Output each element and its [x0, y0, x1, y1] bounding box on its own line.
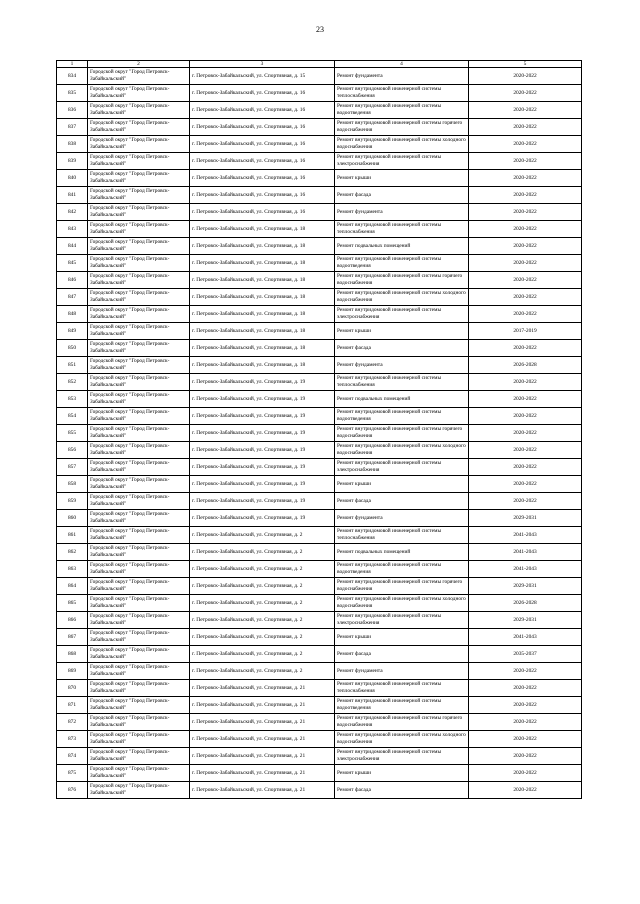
municipality-cell: Городской округ "Город Петровск-Забайкальский" — [88, 680, 190, 697]
work-type-cell: Ремонт внутридомовой инженерной системы горячего водоснабжения — [335, 119, 469, 136]
period-cell: 2020-2022 — [469, 391, 582, 408]
municipality-cell: Городской округ "Город Петровск-Забайкальский" — [88, 442, 190, 459]
address-cell: г. Петровск-Забайкальский, ул. Спортивная, д. 21 — [190, 680, 335, 697]
period-cell: 2020-2022 — [469, 289, 582, 306]
address-cell: г. Петровск-Забайкальский, ул. Спортивная, д. 15 — [190, 68, 335, 85]
work-type-cell: Ремонт внутридомовой инженерной системы электроснабжения — [335, 612, 469, 629]
address-cell: г. Петровск-Забайкальский, ул. Спортивная, д. 19 — [190, 374, 335, 391]
municipality-cell: Городской округ "Город Петровск-Забайкальский" — [88, 629, 190, 646]
work-type-cell: Ремонт внутридомовой инженерной системы водоотведения — [335, 102, 469, 119]
row-number-cell: 864 — [57, 578, 88, 595]
table-row — [57, 306, 582, 323]
municipality-cell: Городской округ "Город Петровск-Забайкальский" — [88, 272, 190, 289]
work-type-cell: Ремонт внутридомовой инженерной системы теплоснабжения — [335, 680, 469, 697]
period-cell: 2020-2022 — [469, 476, 582, 493]
period-cell: 2041-2043 — [469, 561, 582, 578]
period-cell: 2020-2022 — [469, 748, 582, 765]
municipality-cell: Городской округ "Город Петровск-Забайкальский" — [88, 425, 190, 442]
work-type-cell: Ремонт крыши — [335, 765, 469, 782]
table-row — [57, 646, 582, 663]
address-cell: г. Петровск-Забайкальский, ул. Спортивная, д. 2 — [190, 561, 335, 578]
work-type-cell: Ремонт внутридомовой инженерной системы электроснабжения — [335, 153, 469, 170]
address-cell: г. Петровск-Забайкальский, ул. Спортивная, д. 21 — [190, 714, 335, 731]
table-row — [57, 595, 582, 612]
row-number-cell: 854 — [57, 408, 88, 425]
municipality-cell: Городской округ "Город Петровск-Забайкальский" — [88, 357, 190, 374]
period-cell: 2017-2019 — [469, 323, 582, 340]
table-row — [57, 476, 582, 493]
address-cell: г. Петровск-Забайкальский, ул. Спортивная, д. 2 — [190, 578, 335, 595]
period-cell: 2020-2022 — [469, 782, 582, 799]
period-cell: 2020-2022 — [469, 85, 582, 102]
row-number-cell: 876 — [57, 782, 88, 799]
row-number-cell: 835 — [57, 85, 88, 102]
table-row — [57, 170, 582, 187]
period-cell: 2020-2022 — [469, 238, 582, 255]
row-number-cell: 872 — [57, 714, 88, 731]
table-row — [57, 680, 582, 697]
period-cell: 2020-2022 — [469, 136, 582, 153]
row-number-cell: 843 — [57, 221, 88, 238]
period-cell: 2020-2022 — [469, 697, 582, 714]
table-row — [57, 323, 582, 340]
period-cell: 2035-2037 — [469, 646, 582, 663]
municipality-cell: Городской округ "Город Петровск-Забайкальский" — [88, 561, 190, 578]
column-header-1: 1 — [57, 61, 88, 68]
period-cell: 2020-2022 — [469, 442, 582, 459]
work-type-cell: Ремонт крыши — [335, 629, 469, 646]
work-type-cell: Ремонт крыши — [335, 476, 469, 493]
row-number-cell: 862 — [57, 544, 88, 561]
period-cell: 2020-2022 — [469, 459, 582, 476]
row-number-cell: 847 — [57, 289, 88, 306]
municipality-cell: Городской округ "Город Петровск-Забайкальский" — [88, 68, 190, 85]
work-type-cell: Ремонт внутридомовой инженерной системы водоотведения — [335, 255, 469, 272]
work-type-cell: Ремонт внутридомовой инженерной системы теплоснабжения — [335, 527, 469, 544]
work-type-cell: Ремонт внутридомовой инженерной системы холодного водоснабжения — [335, 595, 469, 612]
period-cell: 2020-2022 — [469, 221, 582, 238]
work-type-cell: Ремонт внутридомовой инженерной системы горячего водоснабжения — [335, 425, 469, 442]
work-type-cell: Ремонт внутридомовой инженерной системы водоотведения — [335, 561, 469, 578]
row-number-cell: 875 — [57, 765, 88, 782]
municipality-cell: Городской округ "Город Петровск-Забайкальский" — [88, 187, 190, 204]
address-cell: г. Петровск-Забайкальский, ул. Спортивная, д. 19 — [190, 442, 335, 459]
work-type-cell: Ремонт фундамента — [335, 357, 469, 374]
column-header-5: 5 — [469, 61, 582, 68]
table-row — [57, 238, 582, 255]
work-type-cell: Ремонт внутридомовой инженерной системы холодного водоснабжения — [335, 289, 469, 306]
municipality-cell: Городской округ "Город Петровск-Забайкальский" — [88, 408, 190, 425]
address-cell: г. Петровск-Забайкальский, ул. Спортивная, д. 19 — [190, 391, 335, 408]
address-cell: г. Петровск-Забайкальский, ул. Спортивная, д. 18 — [190, 255, 335, 272]
row-number-cell: 834 — [57, 68, 88, 85]
row-number-cell: 868 — [57, 646, 88, 663]
period-cell: 2020-2022 — [469, 102, 582, 119]
address-cell: г. Петровск-Забайкальский, ул. Спортивная, д. 21 — [190, 765, 335, 782]
address-cell: г. Петровск-Забайкальский, ул. Спортивная, д. 2 — [190, 612, 335, 629]
address-cell: г. Петровск-Забайкальский, ул. Спортивная, д. 16 — [190, 204, 335, 221]
row-number-cell: 846 — [57, 272, 88, 289]
row-number-cell: 841 — [57, 187, 88, 204]
address-cell: г. Петровск-Забайкальский, ул. Спортивная, д. 18 — [190, 323, 335, 340]
row-number-cell: 842 — [57, 204, 88, 221]
work-type-cell: Ремонт внутридомовой инженерной системы горячего водоснабжения — [335, 578, 469, 595]
table-row — [57, 714, 582, 731]
municipality-cell: Городской округ "Город Петровск-Забайкальский" — [88, 340, 190, 357]
period-cell: 2020-2022 — [469, 153, 582, 170]
period-cell: 2020-2022 — [469, 731, 582, 748]
table-row — [57, 782, 582, 799]
row-number-cell: 851 — [57, 357, 88, 374]
table-row — [57, 153, 582, 170]
table-row — [57, 442, 582, 459]
period-cell: 2029-2031 — [469, 612, 582, 629]
row-number-cell: 840 — [57, 170, 88, 187]
row-number-cell: 849 — [57, 323, 88, 340]
address-cell: г. Петровск-Забайкальский, ул. Спортивная, д. 18 — [190, 221, 335, 238]
municipality-cell: Городской округ "Город Петровск-Забайкальский" — [88, 646, 190, 663]
row-number-cell: 859 — [57, 493, 88, 510]
row-number-cell: 867 — [57, 629, 88, 646]
address-cell: г. Петровск-Забайкальский, ул. Спортивная, д. 19 — [190, 459, 335, 476]
address-cell: г. Петровск-Забайкальский, ул. Спортивная, д. 2 — [190, 544, 335, 561]
work-type-cell: Ремонт внутридомовой инженерной системы холодного водоснабжения — [335, 136, 469, 153]
table-row — [57, 612, 582, 629]
row-number-cell: 861 — [57, 527, 88, 544]
row-number-cell: 873 — [57, 731, 88, 748]
address-cell: г. Петровск-Забайкальский, ул. Спортивная, д. 18 — [190, 238, 335, 255]
address-cell: г. Петровск-Забайкальский, ул. Спортивная, д. 21 — [190, 782, 335, 799]
work-type-cell: Ремонт внутридомовой инженерной системы теплоснабжения — [335, 374, 469, 391]
table-row — [57, 493, 582, 510]
table-row — [57, 663, 582, 680]
row-number-cell: 852 — [57, 374, 88, 391]
period-cell: 2020-2022 — [469, 204, 582, 221]
work-type-cell: Ремонт подвальных помещений — [335, 391, 469, 408]
table-row — [57, 119, 582, 136]
repair-schedule-table — [56, 60, 582, 799]
table-row — [57, 272, 582, 289]
municipality-cell: Городской округ "Город Петровск-Забайкальский" — [88, 255, 190, 272]
work-type-cell: Ремонт фасада — [335, 646, 469, 663]
municipality-cell: Городской округ "Город Петровск-Забайкальский" — [88, 170, 190, 187]
work-type-cell: Ремонт фасада — [335, 340, 469, 357]
address-cell: г. Петровск-Забайкальский, ул. Спортивная, д. 21 — [190, 697, 335, 714]
period-cell: 2020-2022 — [469, 187, 582, 204]
municipality-cell: Городской округ "Город Петровск-Забайкальский" — [88, 102, 190, 119]
table-row — [57, 68, 582, 85]
period-cell: 2041-2043 — [469, 527, 582, 544]
table-row — [57, 187, 582, 204]
table-row — [57, 765, 582, 782]
municipality-cell: Городской округ "Город Петровск-Забайкальский" — [88, 510, 190, 527]
table-row — [57, 425, 582, 442]
table-row — [57, 340, 582, 357]
address-cell: г. Петровск-Забайкальский, ул. Спортивная, д. 2 — [190, 646, 335, 663]
work-type-cell: Ремонт внутридомовой инженерной системы теплоснабжения — [335, 85, 469, 102]
table-row — [57, 510, 582, 527]
work-type-cell: Ремонт фасада — [335, 493, 469, 510]
municipality-cell: Городской округ "Город Петровск-Забайкальский" — [88, 493, 190, 510]
row-number-cell: 863 — [57, 561, 88, 578]
period-cell: 2020-2022 — [469, 374, 582, 391]
address-cell: г. Петровск-Забайкальский, ул. Спортивная, д. 19 — [190, 408, 335, 425]
municipality-cell: Городской округ "Город Петровск-Забайкальский" — [88, 663, 190, 680]
municipality-cell: Городской округ "Город Петровск-Забайкальский" — [88, 595, 190, 612]
page-number: 23 — [316, 25, 324, 34]
table-row — [57, 204, 582, 221]
municipality-cell: Городской округ "Город Петровск-Забайкальский" — [88, 153, 190, 170]
address-cell: г. Петровск-Забайкальский, ул. Спортивная, д. 19 — [190, 425, 335, 442]
table-body — [57, 68, 582, 799]
address-cell: г. Петровск-Забайкальский, ул. Спортивная, д. 2 — [190, 663, 335, 680]
row-number-cell: 853 — [57, 391, 88, 408]
address-cell: г. Петровск-Забайкальский, ул. Спортивная, д. 16 — [190, 153, 335, 170]
table-row — [57, 374, 582, 391]
table-row — [57, 629, 582, 646]
row-number-cell: 870 — [57, 680, 88, 697]
municipality-cell: Городской округ "Город Петровск-Забайкальский" — [88, 731, 190, 748]
table-row — [57, 578, 582, 595]
table-row — [57, 731, 582, 748]
municipality-cell: Городской округ "Город Петровск-Забайкальский" — [88, 476, 190, 493]
row-number-cell: 837 — [57, 119, 88, 136]
row-number-cell: 866 — [57, 612, 88, 629]
period-cell: 2020-2022 — [469, 714, 582, 731]
table-row — [57, 408, 582, 425]
address-cell: г. Петровск-Забайкальский, ул. Спортивная, д. 19 — [190, 510, 335, 527]
municipality-cell: Городской округ "Город Петровск-Забайкальский" — [88, 459, 190, 476]
period-cell: 2020-2022 — [469, 680, 582, 697]
work-type-cell: Ремонт фундамента — [335, 663, 469, 680]
row-number-cell: 856 — [57, 442, 88, 459]
municipality-cell: Городской округ "Город Петровск-Забайкальский" — [88, 765, 190, 782]
period-cell: 2020-2022 — [469, 68, 582, 85]
address-cell: г. Петровск-Забайкальский, ул. Спортивная, д. 16 — [190, 170, 335, 187]
address-cell: г. Петровск-Забайкальский, ул. Спортивная, д. 18 — [190, 272, 335, 289]
table-row — [57, 221, 582, 238]
table-row — [57, 289, 582, 306]
row-number-cell: 844 — [57, 238, 88, 255]
municipality-cell: Городской округ "Город Петровск-Забайкальский" — [88, 544, 190, 561]
work-type-cell: Ремонт внутридомовой инженерной системы горячего водоснабжения — [335, 714, 469, 731]
municipality-cell: Городской округ "Город Петровск-Забайкальский" — [88, 306, 190, 323]
municipality-cell: Городской округ "Город Петровск-Забайкальский" — [88, 204, 190, 221]
address-cell: г. Петровск-Забайкальский, ул. Спортивная, д. 16 — [190, 119, 335, 136]
row-number-cell: 848 — [57, 306, 88, 323]
address-cell: г. Петровск-Забайкальский, ул. Спортивная, д. 16 — [190, 85, 335, 102]
table-row — [57, 748, 582, 765]
municipality-cell: Городской округ "Город Петровск-Забайкальский" — [88, 391, 190, 408]
table-row — [57, 561, 582, 578]
row-number-cell: 858 — [57, 476, 88, 493]
period-cell: 2020-2022 — [469, 663, 582, 680]
municipality-cell: Городской округ "Город Петровск-Забайкальский" — [88, 374, 190, 391]
work-type-cell: Ремонт внутридомовой инженерной системы электроснабжения — [335, 306, 469, 323]
municipality-cell: Городской округ "Город Петровск-Забайкальский" — [88, 612, 190, 629]
table-row — [57, 544, 582, 561]
row-number-cell: 865 — [57, 595, 88, 612]
work-type-cell: Ремонт внутридомовой инженерной системы горячего водоснабжения — [335, 272, 469, 289]
municipality-cell: Городской округ "Город Петровск-Забайкальский" — [88, 748, 190, 765]
period-cell: 2029-2031 — [469, 578, 582, 595]
municipality-cell: Городской округ "Город Петровск-Забайкальский" — [88, 782, 190, 799]
work-type-cell: Ремонт внутридомовой инженерной системы электроснабжения — [335, 459, 469, 476]
municipality-cell: Городской округ "Город Петровск-Забайкальский" — [88, 527, 190, 544]
work-type-cell: Ремонт фундамента — [335, 68, 469, 85]
municipality-cell: Городской округ "Город Петровск-Забайкальский" — [88, 238, 190, 255]
municipality-cell: Городской округ "Город Петровск-Забайкальский" — [88, 85, 190, 102]
row-number-cell: 839 — [57, 153, 88, 170]
address-cell: г. Петровск-Забайкальский, ул. Спортивная, д. 21 — [190, 731, 335, 748]
table-row — [57, 136, 582, 153]
period-cell: 2020-2022 — [469, 119, 582, 136]
period-cell: 2020-2022 — [469, 408, 582, 425]
table-row — [57, 357, 582, 374]
period-cell: 2020-2022 — [469, 170, 582, 187]
row-number-cell: 857 — [57, 459, 88, 476]
address-cell: г. Петровск-Забайкальский, ул. Спортивная, д. 18 — [190, 306, 335, 323]
row-number-cell: 869 — [57, 663, 88, 680]
table-header-row — [57, 61, 582, 68]
address-cell: г. Петровск-Забайкальский, ул. Спортивная, д. 16 — [190, 102, 335, 119]
municipality-cell: Городской округ "Город Петровск-Забайкальский" — [88, 714, 190, 731]
address-cell: г. Петровск-Забайкальский, ул. Спортивная, д. 2 — [190, 527, 335, 544]
municipality-cell: Городской округ "Город Петровск-Забайкальский" — [88, 323, 190, 340]
row-number-cell: 845 — [57, 255, 88, 272]
row-number-cell: 838 — [57, 136, 88, 153]
work-type-cell: Ремонт фундамента — [335, 204, 469, 221]
period-cell: 2020-2022 — [469, 306, 582, 323]
period-cell: 2041-2043 — [469, 629, 582, 646]
municipality-cell: Городской округ "Город Петровск-Забайкальский" — [88, 136, 190, 153]
address-cell: г. Петровск-Забайкальский, ул. Спортивная, д. 21 — [190, 748, 335, 765]
work-type-cell: Ремонт фундамента — [335, 510, 469, 527]
address-cell: г. Петровск-Забайкальский, ул. Спортивная, д. 2 — [190, 595, 335, 612]
address-cell: г. Петровск-Забайкальский, ул. Спортивная, д. 16 — [190, 187, 335, 204]
row-number-cell: 860 — [57, 510, 88, 527]
work-type-cell: Ремонт фасада — [335, 782, 469, 799]
address-cell: г. Петровск-Забайкальский, ул. Спортивная, д. 19 — [190, 493, 335, 510]
period-cell: 2026-2028 — [469, 357, 582, 374]
column-header-2: 2 — [88, 61, 190, 68]
work-type-cell: Ремонт подвальных помещений — [335, 238, 469, 255]
address-cell: г. Петровск-Забайкальский, ул. Спортивная, д. 18 — [190, 340, 335, 357]
address-cell: г. Петровск-Забайкальский, ул. Спортивная, д. 18 — [190, 357, 335, 374]
work-type-cell: Ремонт внутридомовой инженерной системы водоотведения — [335, 408, 469, 425]
table-row — [57, 459, 582, 476]
column-header-3: 3 — [190, 61, 335, 68]
address-cell: г. Петровск-Забайкальский, ул. Спортивная, д. 18 — [190, 289, 335, 306]
period-cell: 2020-2022 — [469, 425, 582, 442]
work-type-cell: Ремонт внутридомовой инженерной системы электроснабжения — [335, 748, 469, 765]
work-type-cell: Ремонт фасада — [335, 187, 469, 204]
municipality-cell: Городской округ "Город Петровск-Забайкальский" — [88, 578, 190, 595]
period-cell: 2029-2031 — [469, 510, 582, 527]
municipality-cell: Городской округ "Город Петровск-Забайкальский" — [88, 697, 190, 714]
work-type-cell: Ремонт подвальных помещений — [335, 544, 469, 561]
row-number-cell: 871 — [57, 697, 88, 714]
row-number-cell: 874 — [57, 748, 88, 765]
work-type-cell: Ремонт внутридомовой инженерной системы теплоснабжения — [335, 221, 469, 238]
municipality-cell: Городской округ "Город Петровск-Забайкальский" — [88, 289, 190, 306]
column-header-4: 4 — [335, 61, 469, 68]
work-type-cell: Ремонт крыши — [335, 323, 469, 340]
work-type-cell: Ремонт внутридомовой инженерной системы холодного водоснабжения — [335, 442, 469, 459]
address-cell: г. Петровск-Забайкальский, ул. Спортивная, д. 2 — [190, 629, 335, 646]
period-cell: 2020-2022 — [469, 493, 582, 510]
work-type-cell: Ремонт внутридомовой инженерной системы водоотведения — [335, 697, 469, 714]
table-row — [57, 527, 582, 544]
row-number-cell: 855 — [57, 425, 88, 442]
period-cell: 2026-2028 — [469, 595, 582, 612]
row-number-cell: 850 — [57, 340, 88, 357]
table-row — [57, 697, 582, 714]
work-type-cell: Ремонт крыши — [335, 170, 469, 187]
period-cell: 2020-2022 — [469, 340, 582, 357]
row-number-cell: 836 — [57, 102, 88, 119]
address-cell: г. Петровск-Забайкальский, ул. Спортивная, д. 19 — [190, 476, 335, 493]
period-cell: 2041-2043 — [469, 544, 582, 561]
period-cell: 2020-2022 — [469, 255, 582, 272]
municipality-cell: Городской округ "Город Петровск-Забайкальский" — [88, 221, 190, 238]
table-row — [57, 102, 582, 119]
table-row — [57, 255, 582, 272]
period-cell: 2020-2022 — [469, 272, 582, 289]
table-row — [57, 85, 582, 102]
period-cell: 2020-2022 — [469, 765, 582, 782]
municipality-cell: Городской округ "Город Петровск-Забайкальский" — [88, 119, 190, 136]
address-cell: г. Петровск-Забайкальский, ул. Спортивная, д. 16 — [190, 136, 335, 153]
table-row — [57, 391, 582, 408]
work-type-cell: Ремонт внутридомовой инженерной системы холодного водоснабжения — [335, 731, 469, 748]
